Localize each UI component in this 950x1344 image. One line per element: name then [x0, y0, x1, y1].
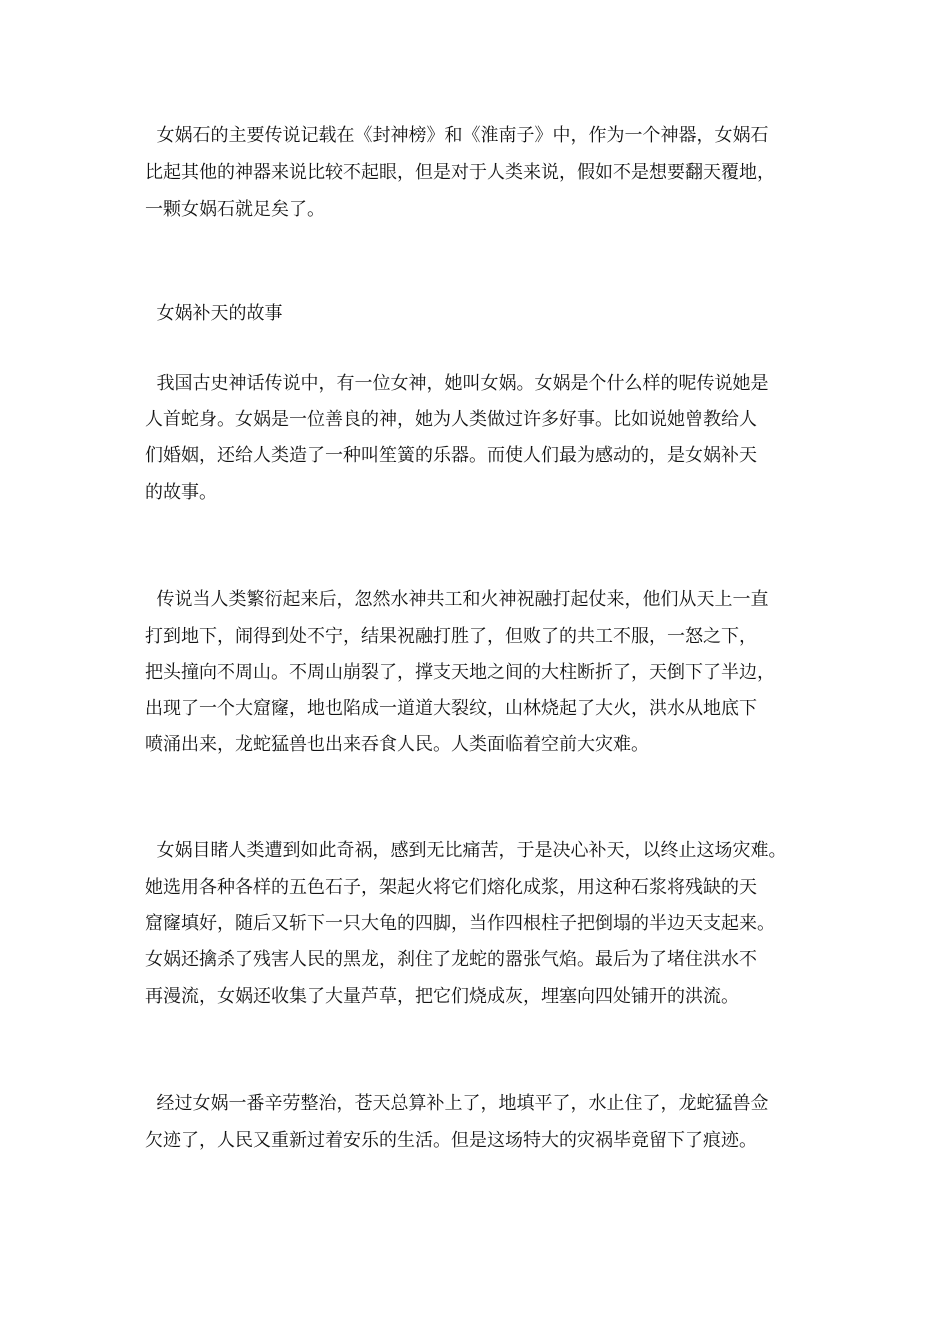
text-line: 女娲还擒杀了残害人民的黑龙，刹住了龙蛇的嚣张气焰。最后为了堵住洪水不	[145, 949, 757, 970]
text-line: 的故事。	[145, 482, 217, 503]
text-line: 女娲石的主要传说记载在《封神榜》和《淮南子》中，作为一个神器，女娲石	[145, 125, 769, 146]
text-line: 们婚姻，还给人类造了一种叫笙簧的乐器。而使人们最为感动的，是女娲补天	[145, 445, 757, 466]
text-line: 出现了一个大窟窿，地也陷成一道道大裂纹，山林烧起了大火，洪水从地底下	[145, 698, 757, 719]
text-line: 一颗女娲石就足矣了。	[145, 199, 325, 220]
text-line: 比起其他的神器来说比较不起眼，但是对于人类来说，假如不是想要翻天覆地，	[145, 162, 775, 183]
text-line: 把头撞向不周山。不周山崩裂了，撑支天地之间的大柱断折了，天倒下了半边，	[145, 662, 775, 683]
text-line: 窟窿填好，随后又斩下一只大龟的四脚，当作四根柱子把倒塌的半边天支起来。	[145, 913, 775, 934]
text-line: 人首蛇身。女娲是一位善良的神，她为人类做过许多好事。比如说她曾教给人	[145, 409, 757, 430]
text-line: 女娲目睹人类遭到如此奇祸，感到无比痛苦，于是决心补天，以终止这场灾难。	[145, 840, 787, 861]
text-line: 喷涌出来，龙蛇猛兽也出来吞食人民。人类面临着空前大灾难。	[145, 734, 649, 755]
text-line: 再漫流，女娲还收集了大量芦草，把它们烧成灰，埋塞向四处铺开的洪流。	[145, 986, 739, 1007]
text-line: 她选用各种各样的五色石子，架起火将它们熔化成浆，用这种石浆将残缺的天	[145, 877, 757, 898]
text-line: 我国古史神话传说中，有一位女神，她叫女娲。女娲是个什么样的呢传说她是	[145, 373, 769, 394]
text-line: 打到地下，闹得到处不宁，结果祝融打胜了，但败了的共工不服，一怒之下，	[145, 626, 757, 647]
text-line: 传说当人类繁衍起来后，忽然水神共工和火神祝融打起仗来，他们从天上一直	[145, 589, 769, 610]
text-line: 欠迹了，人民又重新过着安乐的生活。但是这场特大的灾祸毕竟留下了痕迹。	[145, 1130, 757, 1151]
text-line: 经过女娲一番辛劳整治，苍天总算补上了，地填平了，水止住了，龙蛇猛兽佥	[145, 1093, 769, 1114]
heading-text: 女娲补天的故事	[145, 303, 283, 324]
